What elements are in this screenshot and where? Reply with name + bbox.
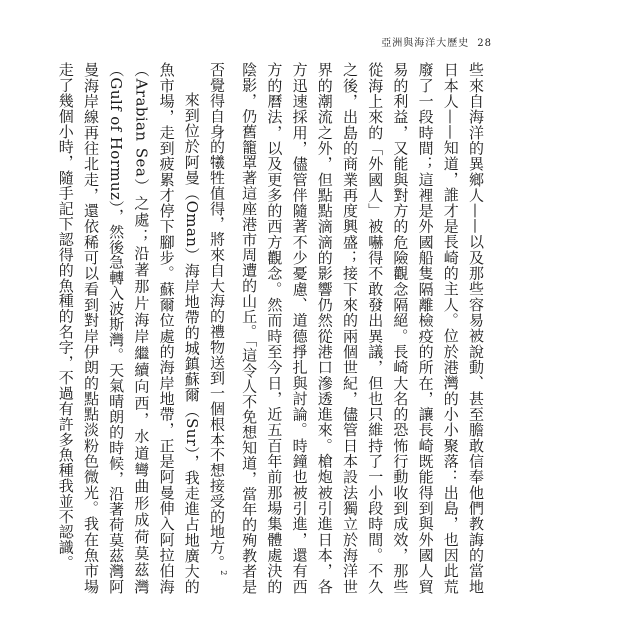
paragraph-2 [53,62,204,594]
page-number: 28 [477,38,492,49]
paragraph-2-text: 來到位於阿曼（Oman）海岸地帶的城鎮蘇爾（Sur），我走進占地廣大的魚市場，走到疲累才停下腳步。蘇爾位處的海岸地帶，正是阿曼伸入阿拉伯海（Arabian Sea）之處；沿著那片海岸繼續向西，水道彎曲形成荷莫茲灣（Gulf of Hormuz），然後急轉入波斯灣。天氣晴朗的時候，沿著荷莫茲灣阿曼海岸線再往北走，還依稀可以看到對岸伊朗的點點淡粉色微光。我在魚市場走了幾個小時，隨手記下認得的魚種的名字，不過有許多魚種我並不認識。 [56,62,201,594]
running-header [381,34,492,49]
body-text [53,62,488,594]
footnote-reference: 2 [218,570,228,576]
paragraph-1 [204,62,488,594]
book-title: 亞洲與海洋大歷史 [381,38,470,49]
paragraph-1-text: 些來自海洋的異鄉人——以及那些容易被說動、甚至膽敢信奉他們教誨的當地日本人——知道，誰才是長崎的主人。位於港灣的小小聚落：出島，也因此荒廢了一段時間；這裡是外國船隻隔離檢疫的所在，讓長崎既能得到與外國人貿易的利益，又能與對方的危險觀念隔絕。長崎大名的恐怖行動收到成效，那些從海上來的「外國人」被嚇得不敢發出異議，但也只維持了一小段時間。不久之後，出島的商業再度興盛；接下來的兩個世紀，儘管日本設法獨立於海洋世界的潮流之外，但點點滴滴的影響仍然從港口滲透進來。槍炮被引進日本，各方迅速採用，儘管伴隨著不少憂慮、道德掙扎與討論。時鐘也被引進，還有西方的曆法，以及更多的西方觀念。然而時至今日，近五百年前那場集體處決的陰影，仍舊籠罩著這座港市周遭的山丘。「這令人不免想知道，當年的殉教者是否覺得自身的犧牲值得，將來自大海的禮物送到一個根本不想接受的地方。 [207,62,485,594]
